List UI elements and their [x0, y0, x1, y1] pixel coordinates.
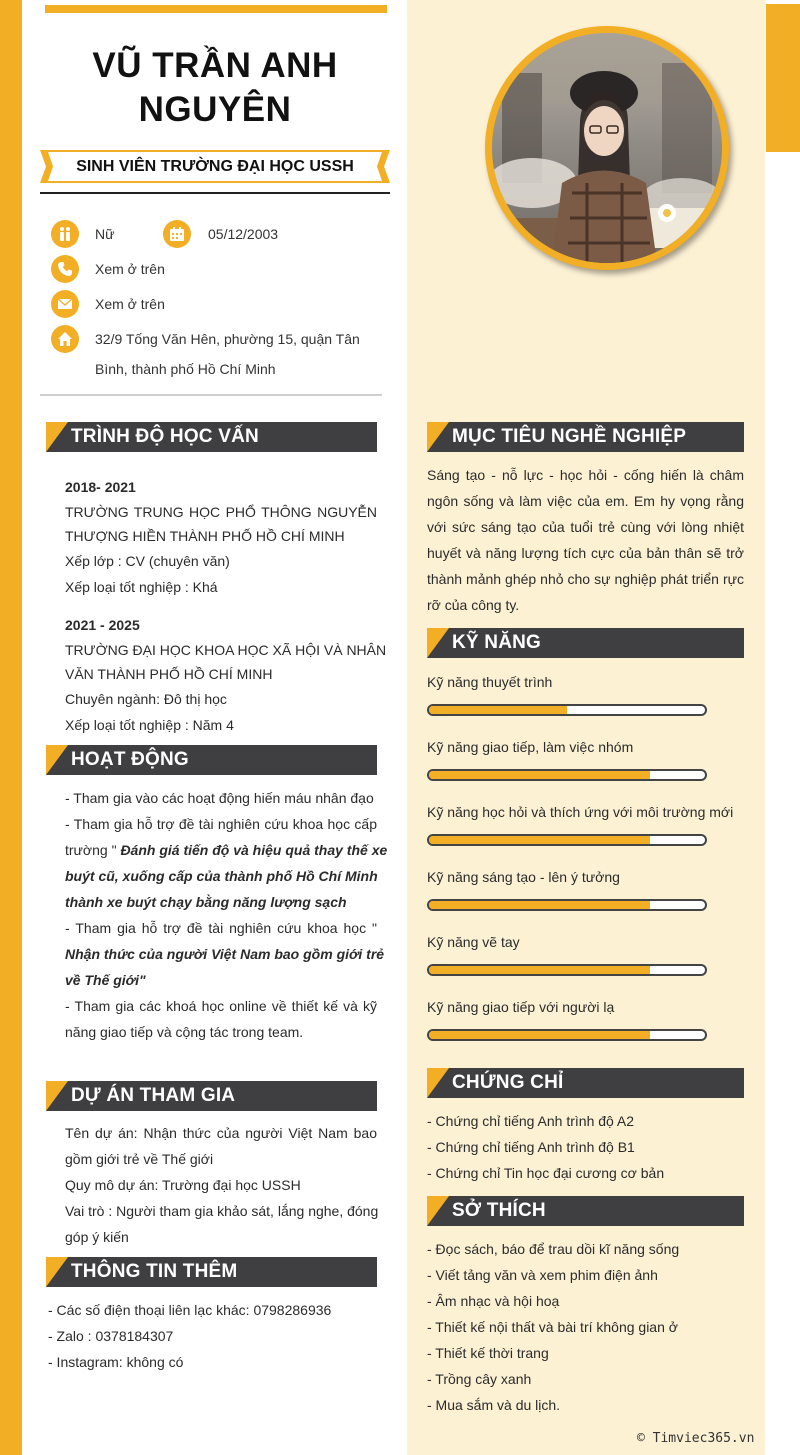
contact-divider [40, 394, 382, 396]
education-school-1a: TRƯỜNG TRUNG HỌC PHỔ THÔNG NGUYỄN [65, 504, 377, 520]
objective-content [427, 462, 744, 618]
skill-bar-5 [427, 964, 707, 976]
activity-line-2: - Tham gia hỗ trợ đề tài nghiên cứu khoa học cấp [65, 816, 377, 832]
education-school-2a: TRƯỜNG ĐẠI HỌC KHOA HỌC XÃ HỘI VÀ NHÂN [65, 642, 387, 658]
activities-title: HOẠT ĐỘNG [71, 749, 189, 770]
birthday-value: 05/12/2003 [208, 226, 279, 242]
extra-info-content [48, 1297, 378, 1375]
extra-line-3: - Instagram: không có [48, 1354, 184, 1370]
skill-bar-6 [427, 1029, 707, 1041]
activity-line-8: về Thế giới" [65, 972, 146, 988]
phone-icon [51, 255, 79, 283]
hobby-line-3: - Âm nhạc và hội hoạ [427, 1293, 560, 1309]
objective-line-2: ngôn sống và làm việc của em. Em hy vọng rằng [427, 493, 744, 509]
copyright-text: © Timviec365.vn [637, 1431, 755, 1446]
extra-info-heading [46, 1257, 377, 1287]
hobby-line-5: - Thiết kế thời trang [427, 1345, 549, 1361]
hobbies-heading [427, 1196, 744, 1226]
activity-line-9: - Tham gia các khoá học online về thiết kế và kỹ [65, 998, 377, 1014]
certificates-heading [427, 1068, 744, 1098]
projects-content [65, 1120, 377, 1250]
education-period-2: 2021 - 2025 [65, 617, 140, 633]
project-line-1: Tên dự án: Nhận thức của người Việt Nam bao [65, 1125, 377, 1141]
certificate-line-2: - Chứng chỉ tiếng Anh trình độ B1 [427, 1139, 635, 1155]
activity-line-3-prefix: trường " [65, 842, 117, 858]
skill-bar-3 [427, 834, 707, 846]
education-content [65, 474, 387, 738]
activity-line-7: Nhận thức của người Việt Nam bao gồm giới trẻ [65, 946, 385, 962]
project-line-3: Quy mô dự án: Trường đại học USSH [65, 1177, 301, 1193]
email-icon [51, 290, 79, 318]
header-divider [40, 192, 390, 194]
objective-line-6: rỡ của công ty. [427, 597, 520, 613]
gender-value: Nữ [95, 226, 115, 242]
projects-heading [46, 1081, 377, 1111]
education-period-1: 2018- 2021 [65, 479, 136, 495]
name-line-1: VŨ TRẦN ANH [92, 46, 338, 85]
education-detail-1b: Xếp loại tốt nghiệp : Khá [65, 579, 218, 595]
address-line-1: 32/9 Tống Văn Hên, phường 15, quận Tân [95, 331, 360, 347]
hobby-line-1: - Đọc sách, báo để trau dồi kĩ năng sống [427, 1241, 680, 1257]
address-value [95, 324, 360, 384]
activity-line-10: năng giao tiếp và cộng tác trong team. [65, 1024, 304, 1040]
hobbies-title: SỞ THÍCH [452, 1200, 546, 1221]
activity-line-1: - Tham gia vào các hoạt động hiến máu nhân đạo [65, 790, 374, 806]
extra-line-1: - Các số điện thoại liên lạc khác: 0798286936 [48, 1302, 332, 1318]
gender-icon [51, 220, 79, 248]
education-detail-2b: Xếp loại tốt nghiệp : Năm 4 [65, 717, 234, 733]
name-line-2: NGUYÊN [138, 90, 292, 129]
education-school-1b: THƯỢNG HIỀN THÀNH PHỐ HỒ CHÍ MINH [65, 528, 345, 544]
subtitle-ribbon [40, 150, 390, 183]
objective-line-1: Sáng tạo - nỗ lực - học hỏi - cống hiến là châm [427, 467, 744, 483]
hobby-line-6: - Trồng cây xanh [427, 1371, 532, 1387]
skill-label-4: Kỹ năng sáng tạo - lên ý tưởng [427, 869, 620, 885]
skill-fill-2 [429, 771, 650, 779]
project-line-5: góp ý kiến [65, 1229, 129, 1245]
objective-heading [427, 422, 744, 452]
activity-line-3-emph: Đánh giá tiến độ và hiệu quả thay thế xe [120, 842, 388, 858]
email-value: Xem ở trên [95, 296, 165, 312]
activities-content [65, 785, 388, 1045]
hobbies-content [427, 1236, 744, 1418]
hobby-line-2: - Viết tảng văn và xem phim điện ảnh [427, 1267, 658, 1283]
education-heading [46, 422, 377, 452]
activity-line-4: buýt cũ, xuống cấp của thành phố Hồ Chí Minh [65, 868, 378, 884]
top-accent-bar [45, 5, 387, 13]
skill-label-3: Kỹ năng học hỏi và thích ứng với môi trường mới [427, 804, 734, 820]
skill-fill-3 [429, 836, 650, 844]
home-icon [51, 325, 79, 353]
hobby-line-4: - Thiết kế nội thất và bài trí không gian ở [427, 1319, 678, 1335]
activity-line-5: thành xe buýt chạy bằng năng lượng sạch [65, 894, 347, 910]
project-line-4: Vai trò : Người tham gia khảo sát, lắng nghe, đóng [65, 1203, 379, 1219]
skill-bar-1 [427, 704, 707, 716]
objective-line-3: với sức sáng tạo của tuổi trẻ cùng với lòng nhiệt [427, 519, 744, 535]
skill-label-2: Kỹ năng giao tiếp, làm việc nhóm [427, 739, 634, 755]
skill-fill-4 [429, 901, 650, 909]
skill-fill-1 [429, 706, 567, 714]
skill-label-6: Kỹ năng giao tiếp với người lạ [427, 999, 615, 1015]
address-line-2: Bình, thành phố Hồ Chí Minh [95, 361, 276, 377]
candidate-name [40, 44, 390, 132]
certificates-title: CHỨNG CHỈ [452, 1072, 564, 1093]
extra-line-2: - Zalo : 0378184307 [48, 1328, 174, 1344]
education-detail-2a: Chuyên ngành: Đô thị học [65, 691, 227, 707]
calendar-icon [163, 220, 191, 248]
skill-label-1: Kỹ năng thuyết trình [427, 674, 553, 690]
skills-title: KỸ NĂNG [452, 632, 542, 653]
extra-info-title: THÔNG TIN THÊM [71, 1261, 238, 1282]
skill-label-5: Kỹ năng vẽ tay [427, 934, 520, 950]
project-line-2: gồm giới trẻ về Thế giới [65, 1151, 214, 1167]
objective-line-4: huyết và năng lượng tích cực của bản thân sẽ trở [427, 545, 744, 561]
skill-fill-6 [429, 1031, 650, 1039]
profile-photo-frame [485, 26, 729, 270]
skill-fill-5 [429, 966, 650, 974]
hobby-line-7: - Mua sắm và du lịch. [427, 1397, 561, 1413]
objective-line-5: thành mảnh ghép nhỏ cho sự nghiệp phát triển rực [427, 571, 744, 587]
skills-heading [427, 628, 744, 658]
profile-photo [492, 33, 722, 263]
objective-title: MỤC TIÊU NGHỀ NGHIỆP [452, 426, 687, 447]
activity-line-6: - Tham gia hỗ trợ đề tài nghiên cứu khoa học " [65, 920, 377, 936]
activities-heading [46, 745, 377, 775]
left-accent-strip [0, 0, 22, 1455]
projects-title: DỰ ÁN THAM GIA [71, 1085, 236, 1106]
certificate-line-1: - Chứng chỉ tiếng Anh trình độ A2 [427, 1113, 635, 1129]
education-detail-1a: Xếp lớp : CV (chuyên văn) [65, 553, 230, 569]
phone-value: Xem ở trên [95, 261, 165, 277]
candidate-subtitle: SINH VIÊN TRƯỜNG ĐẠI HỌC USSH [76, 158, 354, 175]
education-school-2b: VĂN THÀNH PHỐ HỒ CHÍ MINH [65, 666, 273, 682]
certificates-content [427, 1108, 744, 1186]
skill-bar-2 [427, 769, 707, 781]
skill-bar-4 [427, 899, 707, 911]
right-accent-strip [766, 4, 800, 152]
certificate-line-3: - Chứng chỉ Tin học đại cương cơ bản [427, 1165, 665, 1181]
education-title: TRÌNH ĐỘ HỌC VẤN [71, 426, 259, 447]
activity-line-3 [65, 837, 388, 863]
